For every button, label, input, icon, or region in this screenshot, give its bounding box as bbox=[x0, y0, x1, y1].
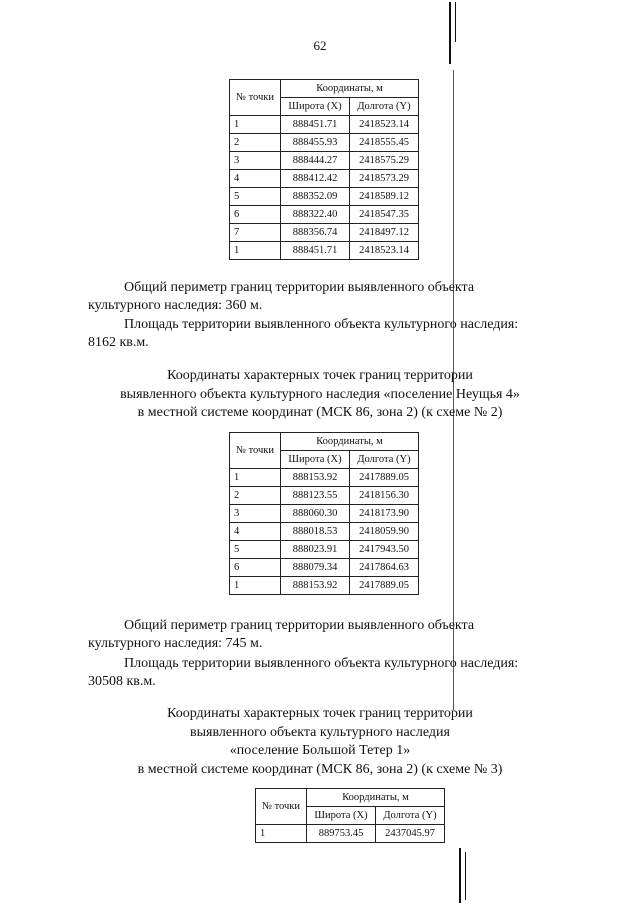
area-paragraph-2 bbox=[88, 655, 562, 691]
latitude-cell: 888322.40 bbox=[281, 206, 350, 224]
longitude-cell: 2418497.12 bbox=[350, 224, 419, 242]
table-row bbox=[230, 188, 419, 206]
latitude-cell: 888123.55 bbox=[281, 487, 350, 505]
header-longitude: Долгота (Y) bbox=[350, 98, 419, 116]
area-text: Площадь территории выявленного объекта культурного наследия: bbox=[124, 317, 519, 332]
scan-line bbox=[455, 2, 456, 42]
heading-line: Координаты характерных точек границ территории bbox=[167, 706, 473, 721]
longitude-cell: 2417864.63 bbox=[350, 559, 419, 577]
table-row bbox=[230, 116, 419, 134]
header-latitude: Широта (X) bbox=[281, 451, 350, 469]
area-paragraph-1 bbox=[88, 316, 562, 352]
table-row bbox=[230, 242, 419, 260]
header-point-number: № точки bbox=[230, 433, 281, 469]
point-number-cell: 7 bbox=[230, 224, 281, 242]
scan-line bbox=[465, 852, 466, 900]
latitude-cell: 888412.42 bbox=[281, 170, 350, 188]
table-row bbox=[256, 825, 445, 843]
table-row bbox=[230, 134, 419, 152]
page-number: 62 bbox=[313, 38, 327, 53]
heading-line: «поселение Большой Тетер 1» bbox=[229, 743, 411, 758]
point-number-cell: 2 bbox=[230, 487, 281, 505]
heading-line: выявленного объекта культурного наследия bbox=[190, 724, 450, 740]
coordinates-table-2 bbox=[229, 432, 419, 595]
table-row bbox=[230, 523, 419, 541]
header-coordinates: Координаты, м bbox=[281, 80, 419, 98]
latitude-cell: 888153.92 bbox=[281, 577, 350, 595]
table-row bbox=[230, 469, 419, 487]
point-number-cell: 1 bbox=[256, 825, 307, 843]
area-text: 8162 кв.м. bbox=[88, 335, 149, 350]
latitude-cell: 888079.34 bbox=[281, 559, 350, 577]
heading-line: выявленного объекта культурного наследия «поселение Неущья 4» bbox=[120, 386, 520, 402]
table-row bbox=[230, 577, 419, 595]
point-number-cell: 5 bbox=[230, 541, 281, 559]
longitude-cell: 2417889.05 bbox=[350, 577, 419, 595]
latitude-cell: 888018.53 bbox=[281, 523, 350, 541]
longitude-cell: 2418573.29 bbox=[350, 170, 419, 188]
perimeter-text: культурного наследия: 360 м. bbox=[88, 298, 263, 313]
longitude-cell: 2417889.05 bbox=[350, 469, 419, 487]
latitude-cell: 888060.30 bbox=[281, 505, 350, 523]
longitude-cell: 2417943.50 bbox=[350, 541, 419, 559]
point-number-cell: 1 bbox=[230, 242, 281, 260]
header-coordinates: Координаты, м bbox=[281, 433, 419, 451]
longitude-cell: 2418523.14 bbox=[350, 116, 419, 134]
table-row bbox=[230, 505, 419, 523]
scan-line bbox=[459, 848, 461, 903]
header-point-number: № точки bbox=[256, 789, 307, 825]
section-heading-2 bbox=[60, 367, 580, 423]
table-row bbox=[230, 152, 419, 170]
longitude-cell: 2418575.29 bbox=[350, 152, 419, 170]
point-number-cell: 6 bbox=[230, 559, 281, 577]
perimeter-text: Общий периметр границ территории выявленного объекта bbox=[124, 618, 475, 633]
point-number-cell: 4 bbox=[230, 523, 281, 541]
header-point-number: № точки bbox=[230, 80, 281, 116]
point-number-cell: 1 bbox=[230, 577, 281, 595]
table-row bbox=[230, 487, 419, 505]
header-longitude: Долгота (Y) bbox=[376, 807, 445, 825]
latitude-cell: 888444.27 bbox=[281, 152, 350, 170]
latitude-cell: 888451.71 bbox=[281, 116, 350, 134]
longitude-cell: 2418589.12 bbox=[350, 188, 419, 206]
latitude-cell: 888153.92 bbox=[281, 469, 350, 487]
area-text: 30508 кв.м. bbox=[88, 674, 156, 689]
table-row bbox=[230, 559, 419, 577]
longitude-cell: 2418156.30 bbox=[350, 487, 419, 505]
perimeter-paragraph-1 bbox=[88, 279, 562, 315]
coordinates-table-3 bbox=[255, 788, 445, 843]
latitude-cell: 888023.91 bbox=[281, 541, 350, 559]
perimeter-text: культурного наследия: 745 м. bbox=[88, 636, 263, 651]
scan-line bbox=[449, 2, 451, 64]
coordinates-table-1 bbox=[229, 79, 419, 260]
longitude-cell: 2437045.97 bbox=[376, 825, 445, 843]
area-text: Площадь территории выявленного объекта культурного наследия: bbox=[124, 656, 519, 671]
table-row bbox=[230, 206, 419, 224]
heading-line: в местной системе координат (МСК 86, зона 2) (к схеме № 2) bbox=[137, 405, 503, 420]
longitude-cell: 2418555.45 bbox=[350, 134, 419, 152]
perimeter-paragraph-2 bbox=[88, 617, 562, 653]
point-number-cell: 1 bbox=[230, 116, 281, 134]
latitude-cell: 888451.71 bbox=[281, 242, 350, 260]
point-number-cell: 2 bbox=[230, 134, 281, 152]
point-number-cell: 1 bbox=[230, 469, 281, 487]
perimeter-text: Общий периметр границ территории выявленного объекта bbox=[124, 280, 475, 295]
latitude-cell: 888455.93 bbox=[281, 134, 350, 152]
table-row bbox=[230, 170, 419, 188]
header-latitude: Широта (X) bbox=[281, 98, 350, 116]
section-heading-3 bbox=[60, 705, 580, 779]
point-number-cell: 5 bbox=[230, 188, 281, 206]
latitude-cell: 888356.74 bbox=[281, 224, 350, 242]
table-row bbox=[230, 224, 419, 242]
point-number-cell: 4 bbox=[230, 170, 281, 188]
longitude-cell: 2418173.90 bbox=[350, 505, 419, 523]
longitude-cell: 2418547.35 bbox=[350, 206, 419, 224]
heading-line: Координаты характерных точек границ территории bbox=[167, 368, 473, 383]
header-latitude: Широта (X) bbox=[307, 807, 376, 825]
header-longitude: Долгота (Y) bbox=[350, 451, 419, 469]
point-number-cell: 6 bbox=[230, 206, 281, 224]
point-number-cell: 3 bbox=[230, 505, 281, 523]
latitude-cell: 889753.45 bbox=[307, 825, 376, 843]
heading-line: в местной системе координат (МСК 86, зона 2) (к схеме № 3) bbox=[137, 761, 503, 777]
point-number-cell: 3 bbox=[230, 152, 281, 170]
longitude-cell: 2418059.90 bbox=[350, 523, 419, 541]
latitude-cell: 888352.09 bbox=[281, 188, 350, 206]
header-coordinates: Координаты, м bbox=[307, 789, 445, 807]
longitude-cell: 2418523.14 bbox=[350, 242, 419, 260]
table-row bbox=[230, 541, 419, 559]
